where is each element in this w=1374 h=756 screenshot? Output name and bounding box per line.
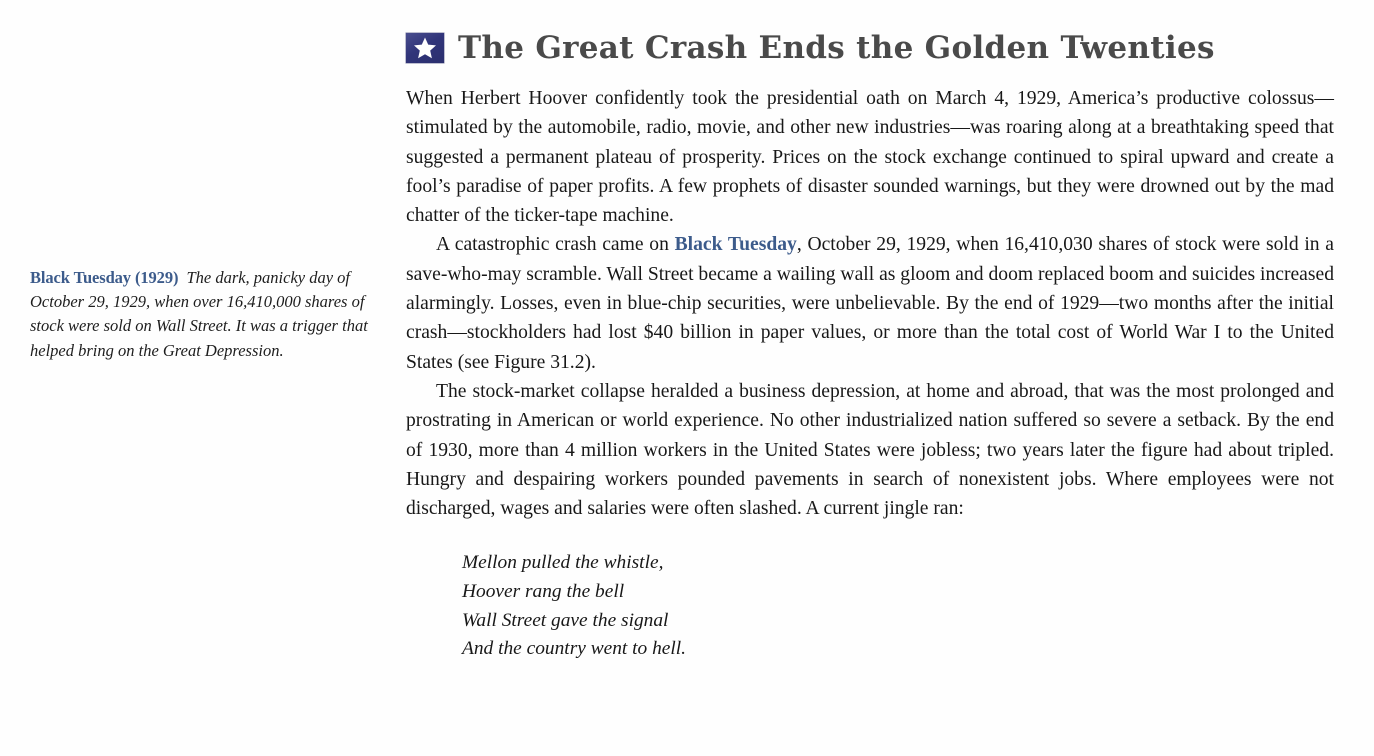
- margin-note-definition: The dark, panicky day of October 29, 1929, when over 16,410,000 shares of stock were sold on Wall Street. It was a trigger that helped bring on the Great Depression.: [30, 268, 368, 360]
- margin-glossary-note: [30, 266, 375, 363]
- verse-line: Wall Street gave the signal: [462, 609, 669, 631]
- section-heading: [406, 26, 1334, 70]
- paragraph-2: [406, 230, 1334, 376]
- paragraph-2-before-term: A catastrophic crash came on: [436, 234, 675, 256]
- verse-line: Mellon pulled the whistle,: [462, 552, 664, 574]
- paragraph-3: The stock-market collapse heralded a business depression, at home and abroad, that was the most prolonged and prostrating in American or world experience. No other industrialized nation suffered so severe a setback. By the end of 1930, more than 4 million workers in the United States were jobless; two years later the figure had about tripled. Hungry and despairing workers pounded pavements in search of nonexistent jobs. Where employees were not discharged, wages and salaries were often slashed. A current jingle ran:: [406, 380, 1334, 520]
- verse-block: [406, 549, 1334, 663]
- verse-line: Hoover rang the bell: [462, 581, 625, 603]
- paragraph-1: When Herbert Hoover confidently took the presidential oath on March 4, 1929, America’s productive colossus—stimulated by the automobile, radio, movie, and other new industries—was roaring along at a breathtaking speed that suggested a permanent plateau of prosperity. Prices on the stock exchange continued to spiral upward and create a fool’s paradise of paper profits. A few prophets of disaster sounded warnings, but they were drowned out by the mad chatter of the ticker-tape machine.: [406, 88, 1334, 227]
- main-text-column: [406, 26, 1334, 664]
- paragraph-2-after-term: , October 29, 1929, when 16,410,030 shares of stock were sold in a save-who-may scramble. Wall Street became a wailing wall as gloom and doom replaced boom and suicides increased alarmingly. Losses, even in blue-chip securities, were unbelievable. By the end of 1929—two months after the initial crash—stockholders had lost $40 billion in paper values, or more than the total cost of World War I to the United States (see Figure 31.2).: [406, 234, 1334, 373]
- margin-note-term: Black Tuesday (1929): [30, 268, 179, 287]
- verse-line: And the country went to hell.: [462, 638, 687, 660]
- page-title: The Great Crash Ends the Golden Twenties: [458, 29, 1215, 66]
- star-icon: [406, 33, 444, 63]
- key-term-black-tuesday: Black Tuesday: [674, 234, 797, 256]
